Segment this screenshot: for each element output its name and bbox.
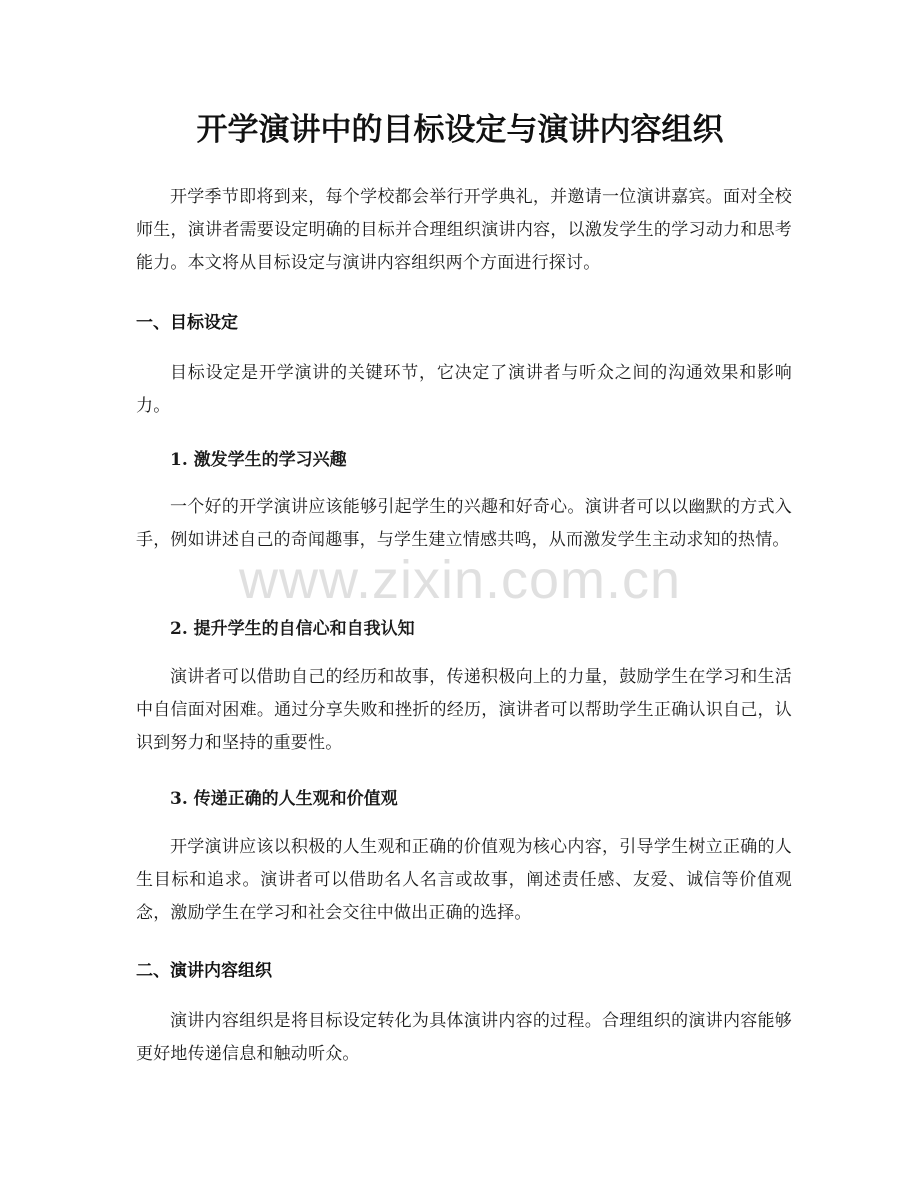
section-heading-goal-setting: 一、目标设定 bbox=[136, 313, 238, 333]
subheading-item-1: 1. 激发学生的学习兴趣 bbox=[170, 450, 347, 470]
body-item-2: 演讲者可以借助自己的经历和故事，传递积极向上的力量，鼓励学生在学习和生活中自信面对困难。通过分享失败和挫折的经历，演讲者可以帮助学生正确认识自己，认识到努力和坚持的重要性。 bbox=[136, 667, 792, 753]
section-intro-content-organization: 演讲内容组织是将目标设定转化为具体演讲内容的过程。合理组织的演讲内容能够更好地传递信息和触动听众。 bbox=[136, 1011, 792, 1064]
subheading-item-3: 3. 传递正确的人生观和价值观 bbox=[170, 789, 398, 809]
intro-paragraph: 开学季节即将到来，每个学校都会举行开学典礼，并邀请一位演讲嘉宾。面对全校师生，演讲者需要设定明确的目标并合理组织演讲内容，以激发学生的学习动力和思考能力。本文将从目标设定与演讲内容组织两个方面进行探讨。 bbox=[136, 187, 792, 273]
section-heading-content-organization: 二、演讲内容组织 bbox=[136, 961, 272, 981]
watermark: www.zixin.com.cn bbox=[238, 550, 682, 610]
section-intro-goal-setting: 目标设定是开学演讲的关键环节，它决定了演讲者与听众之间的沟通效果和影响力。 bbox=[136, 363, 792, 416]
document-title: 开学演讲中的目标设定与演讲内容组织 bbox=[196, 112, 724, 148]
body-item-3: 开学演讲应该以积极的人生观和正确的价值观为核心内容，引导学生树立正确的人生目标和追求。演讲者可以借助名人名言或故事，阐述责任感、友爱、诚信等价值观念，激励学生在学习和社会交往中做出正确的选择。 bbox=[136, 837, 792, 923]
subheading-item-2: 2. 提升学生的自信心和自我认知 bbox=[170, 619, 415, 639]
body-item-1: 一个好的开学演讲应该能够引起学生的兴趣和好奇心。演讲者可以以幽默的方式入手，例如讲述自己的奇闻趣事，与学生建立情感共鸣，从而激发学生主动求知的热情。 bbox=[136, 497, 792, 550]
